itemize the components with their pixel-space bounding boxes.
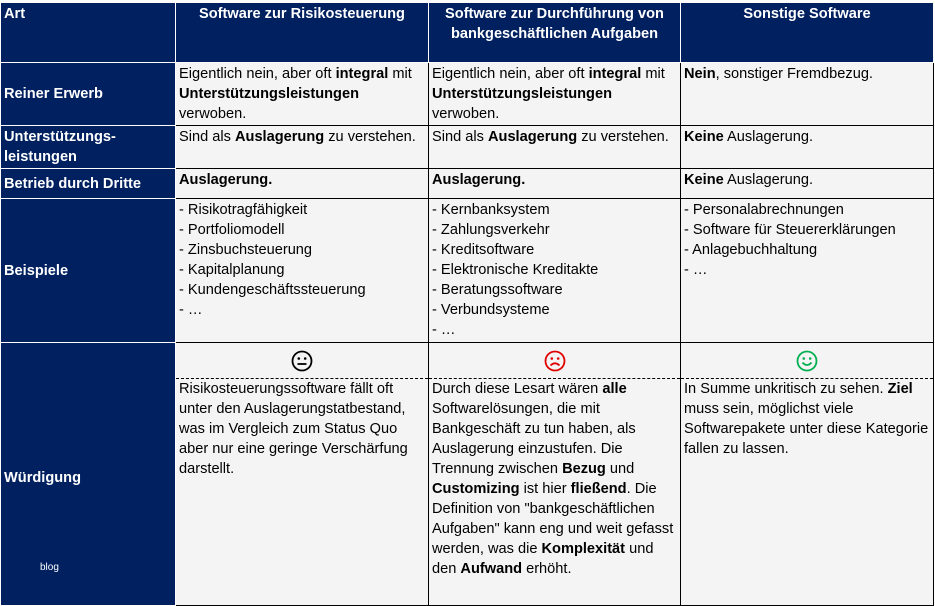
happy-face-icon xyxy=(796,350,818,372)
bold-text: Unterstützungsleistungen xyxy=(179,86,359,102)
text: zu verstehen. xyxy=(324,129,416,145)
text: ist hier xyxy=(519,481,571,497)
bold-text: integral xyxy=(335,66,389,82)
neutral-face-icon xyxy=(291,350,313,372)
example-item: - Kapitalplanung xyxy=(179,262,285,278)
text: Durch diese Lesart wären xyxy=(432,381,603,397)
assessment-cell xyxy=(681,343,934,606)
text: , sonstiger Fremdbezug. xyxy=(715,66,873,82)
text: Sind als xyxy=(432,129,488,145)
example-item: - Zinsbuchsteuerung xyxy=(179,242,313,258)
bold-text: Ziel xyxy=(887,381,913,397)
text: Sind als xyxy=(179,129,235,145)
header-other-software: Sonstige Software xyxy=(681,3,934,63)
header-row xyxy=(1,3,934,63)
example-item: - Personalabrechnungen xyxy=(684,202,844,218)
text: Softwarelösungen, die mit Bankgeschäft zu tun haben, als Auslagerung einzustufen. Die Trennung zwischen xyxy=(432,401,636,477)
example-item: - Zahlungsverkehr xyxy=(432,222,550,238)
table-row xyxy=(1,63,934,126)
examples-cell xyxy=(429,199,681,343)
table-cell xyxy=(176,169,429,199)
text: Eigentlich nein, aber oft xyxy=(179,66,336,82)
bold-text: fließend xyxy=(570,481,627,497)
wuerdigung-label: Würdigung xyxy=(4,470,81,486)
header-art: Art xyxy=(1,3,176,63)
example-item: - Beratungssoftware xyxy=(432,282,563,298)
header-risk-software: Software zur Risikosteuerung xyxy=(176,3,429,63)
sad-face-icon xyxy=(544,350,566,372)
text: . Die Definition von "bankgeschäftlichen Aufgaben" kann eng und weit gefasst werden, was die xyxy=(432,481,674,557)
table-row xyxy=(1,126,934,169)
table-cell xyxy=(429,169,681,199)
watermark-text: blog xyxy=(40,562,59,573)
table-cell xyxy=(681,169,934,199)
example-item: - … xyxy=(179,302,203,318)
row-label: Betrieb durch Dritte xyxy=(1,169,176,199)
table-cell xyxy=(429,63,681,126)
text: und xyxy=(605,461,635,477)
assessment-cell xyxy=(176,343,429,606)
bold-text: Auslagerung. xyxy=(179,172,273,188)
row-label xyxy=(1,343,176,606)
text: muss sein, möglichst viele Softwarepakete unter diese Kategorie fallen zu lassen. xyxy=(684,401,929,457)
bold-text: Keine xyxy=(684,129,724,145)
text: mit xyxy=(388,66,412,82)
examples-cell xyxy=(681,199,934,343)
bold-text: Auslagerung xyxy=(487,129,578,145)
example-item: - Risikotragfähigkeit xyxy=(179,202,308,218)
bold-text: Bezug xyxy=(562,461,606,477)
assessment-cell xyxy=(429,343,681,606)
example-item: - … xyxy=(432,322,456,338)
text: Risikosteuerungssoftware fällt oft unter den Auslagerungstatbestand, was im Vergleich zum Status Quo aber nur eine geringe Verschärfung darstellt. xyxy=(179,381,408,477)
table-cell xyxy=(681,126,934,169)
text: In Summe unkritisch zu sehen. xyxy=(684,381,888,397)
table-cell xyxy=(429,126,681,169)
text: mit xyxy=(641,66,665,82)
bold-text: Customizing xyxy=(432,481,520,497)
header-banking-software: Software zur Durchführung von bankgeschäftlichen Aufgaben xyxy=(429,3,681,63)
bold-text: Komplexität xyxy=(541,541,626,557)
text: Auslagerung. xyxy=(723,172,814,188)
bold-text: Aufwand xyxy=(460,561,523,577)
example-item: - Anlagebuchhaltung xyxy=(684,242,818,258)
example-item: - … xyxy=(684,262,708,278)
software-classification-table xyxy=(0,2,934,606)
row-label: Beispiele xyxy=(1,199,176,343)
table-row-beispiele xyxy=(1,199,934,343)
table-cell xyxy=(176,126,429,169)
bold-text: Nein xyxy=(684,66,716,82)
example-item: - Kreditsoftware xyxy=(432,242,535,258)
bold-text: Auslagerung. xyxy=(432,172,526,188)
example-item: - Verbundsysteme xyxy=(432,302,550,318)
text: Eigentlich nein, aber oft xyxy=(432,66,589,82)
text: erhöht. xyxy=(522,561,572,577)
text: verwoben. xyxy=(179,106,247,122)
text: verwoben. xyxy=(432,106,500,122)
text: und den xyxy=(432,541,654,577)
table-cell xyxy=(681,63,934,126)
bold-text: Keine xyxy=(684,172,724,188)
example-item: - Elektronische Kreditakte xyxy=(432,262,599,278)
table-row-wuerdigung xyxy=(1,343,934,606)
example-item: - Kundengeschäftssteuerung xyxy=(179,282,366,298)
bold-text: Auslagerung xyxy=(234,129,325,145)
bold-text: integral xyxy=(588,66,642,82)
examples-cell xyxy=(176,199,429,343)
bold-text: alle xyxy=(602,381,627,397)
example-item: - Portfoliomodell xyxy=(179,222,285,238)
text: zu verstehen. xyxy=(577,129,669,145)
row-label: Unterstützungs-leistungen xyxy=(1,126,176,169)
row-label: Reiner Erwerb xyxy=(1,63,176,126)
example-item: - Kernbanksystem xyxy=(432,202,550,218)
table-cell xyxy=(176,63,429,126)
table-row xyxy=(1,169,934,199)
example-item: - Software für Steuererklärungen xyxy=(684,222,896,238)
bold-text: Unterstützungsleistungen xyxy=(432,86,612,102)
text: Auslagerung. xyxy=(723,129,814,145)
